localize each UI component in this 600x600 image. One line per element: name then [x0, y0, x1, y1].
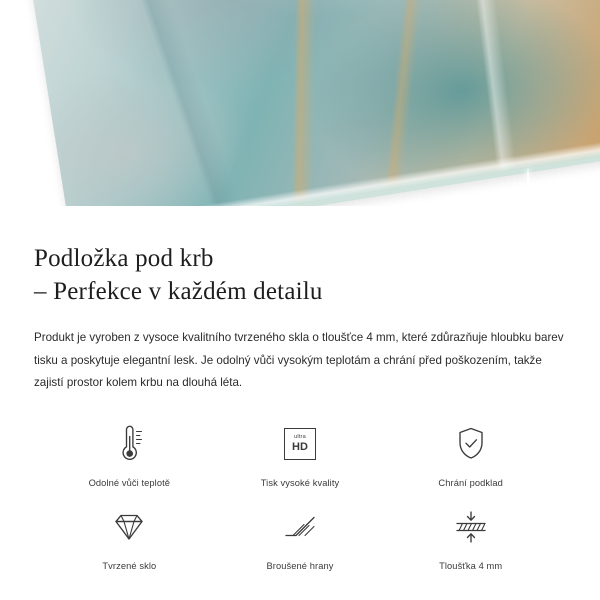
page-title-line-1: Podložka pod krb [34, 245, 214, 272]
hero-image-inner [0, 0, 600, 220]
sparkle-diagonal-2 [518, 181, 538, 201]
feature-item-thickness [385, 504, 556, 571]
thermometer-icon [108, 421, 150, 467]
hero-bottom-mask [0, 206, 600, 220]
feature-item-temperature [44, 421, 215, 488]
feature-label: Broušené hrany [266, 560, 334, 571]
polished-edges-icon [277, 504, 323, 550]
marble-veins [10, 0, 600, 220]
feature-item-surface-protection [385, 421, 556, 488]
shield-check-icon [450, 421, 492, 467]
thickness-icon [448, 504, 494, 550]
feature-item-tempered-glass [44, 504, 215, 571]
ultra-hd-badge-bottom: HD [292, 440, 308, 453]
content-section [0, 220, 600, 571]
page-title [34, 242, 566, 308]
sparkle-diagonal-1 [518, 181, 538, 201]
feature-grid [34, 421, 566, 571]
ultra-hd-badge-top: ultra [294, 433, 306, 440]
description-paragraph: Produkt je vyroben z vysoce kvalitního tvrzeného skla o tloušťce 4 mm, které zdůrazňuje hloubku barev tisku a poskytuje elegantní lesk. Je odolný vůči vysokým teplotám a chrání před poškozením, takže zajistí prostor kolem krbu na dlouhá léta. [34, 331, 564, 390]
feature-label: Chrání podklad [438, 477, 503, 488]
ultra-hd-badge [284, 428, 316, 460]
ultra-hd-icon [284, 421, 316, 467]
feature-label: Tloušťka 4 mm [439, 560, 503, 571]
hero-image [0, 0, 600, 220]
feature-label: Tisk vysoké kvality [260, 477, 340, 488]
marble-glass-panel-image [10, 0, 600, 220]
diamond-icon [107, 504, 151, 550]
feature-label: Odolné vůči teplotě [88, 477, 171, 488]
page-title-line-2: – Perfekce v každém detailu [34, 278, 323, 305]
feature-item-polished-edges [215, 504, 386, 571]
feature-label: Tvrzené sklo [102, 560, 157, 571]
feature-item-print-quality [215, 421, 386, 488]
